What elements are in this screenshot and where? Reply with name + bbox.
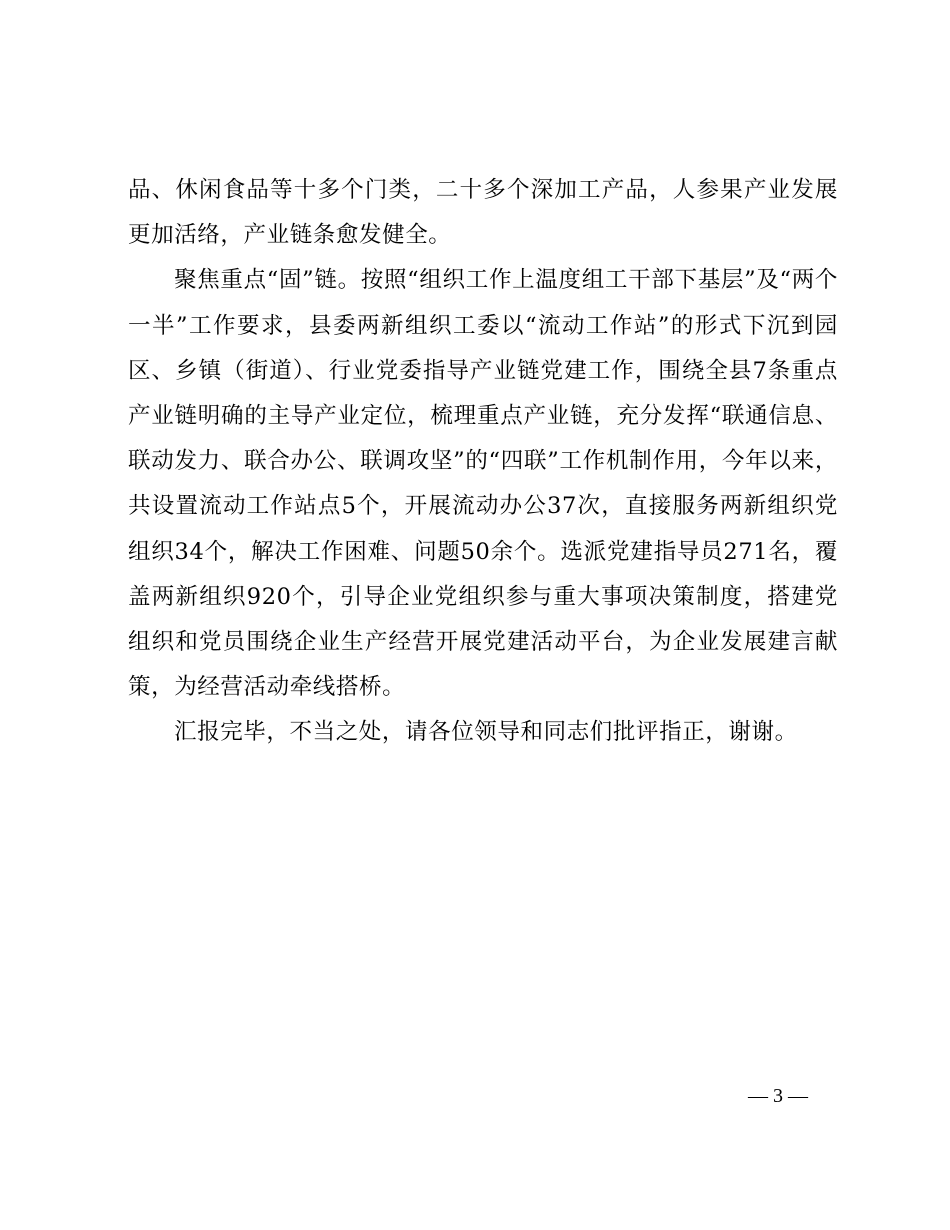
document-body <box>128 168 838 756</box>
paragraph-closing-remarks: 汇报完毕，不当之处，请各位领导和同志们批评指正，谢谢。 <box>174 719 798 746</box>
page-number: — 3 — <box>748 1085 808 1107</box>
paragraph-continuation: 品、休闲食品等十多个门类，二十多个深加工产品，人参果产业发展更加活络，产业链条愈发健全。 <box>128 177 838 249</box>
paragraph-focus-key-chain: 聚焦重点“固”链。按照“组织工作上温度组工干部下基层”及“两个一半”工作要求，县委两新组织工委以“流动工作站”的形式下沉到园区、乡镇（街道）、行业党委指导产业链党建工作，围绕全县7条重点产业链明确的主导产业定位，梳理重点产业链，充分发挥“联通信息、联动发力、联合办公、联调攻坚”的“四联”工作机制作用，今年以来，共设置流动工作站点5个，开展流动办公37次，直接服务两新组织党组织34个，解决工作困难、问题50余个。选派党建指导员271名，覆盖两新组织920个，引导企业党组织参与重大事项决策制度，搭建党组织和党员围绕企业生产经营开展党建活动平台，为企业发展建言献策，为经营活动牵线搭桥。 <box>128 267 838 701</box>
